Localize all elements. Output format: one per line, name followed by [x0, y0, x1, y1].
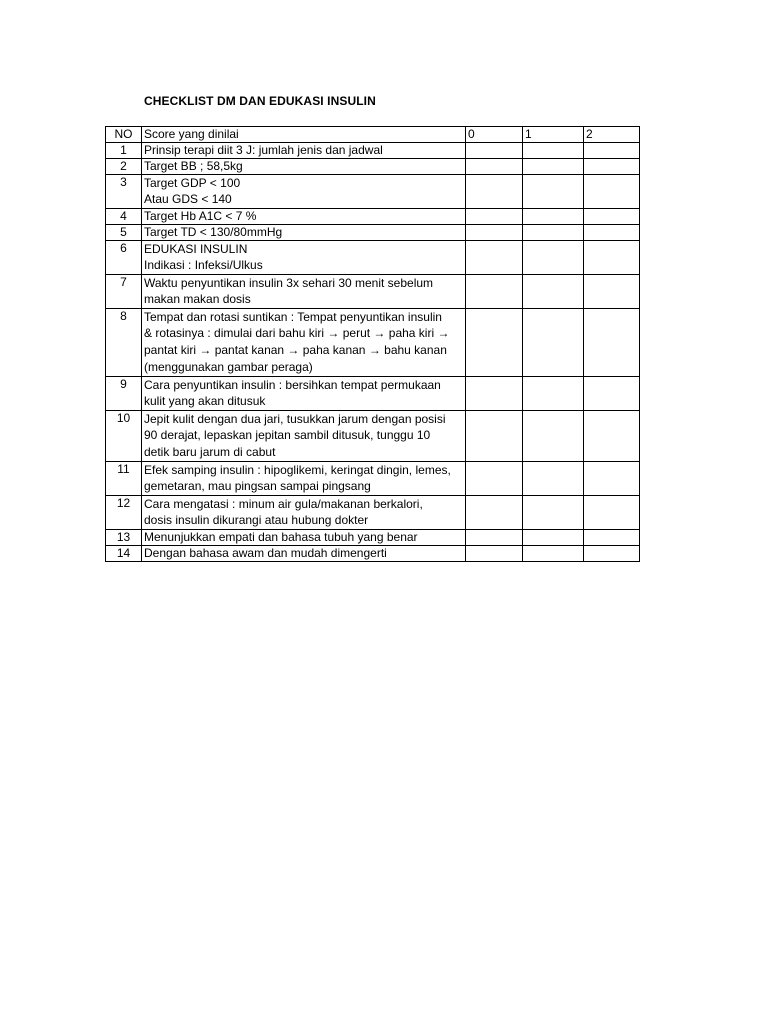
row-number: 1	[106, 143, 142, 159]
score-cell-2[interactable]	[584, 496, 640, 530]
row-item	[142, 241, 466, 275]
row-item	[142, 159, 466, 175]
row-number: 10	[106, 411, 142, 462]
score-cell-2[interactable]	[584, 530, 640, 546]
row-item-line: Cara mengatasi : minum air gula/makanan berkalori,	[144, 497, 423, 511]
header-score-0: 0	[466, 127, 523, 143]
row-number: 2	[106, 159, 142, 175]
score-cell-2[interactable]	[584, 546, 640, 562]
row-item	[142, 209, 466, 225]
row-item-line: dosis insulin dikurangi atau hubung dokter	[144, 513, 369, 527]
score-cell-2[interactable]	[584, 159, 640, 175]
score-cell-1[interactable]	[523, 225, 584, 241]
score-cell-1[interactable]	[523, 496, 584, 530]
row-item	[142, 377, 466, 411]
score-cell-2[interactable]	[584, 411, 640, 462]
score-cell-0[interactable]	[466, 530, 523, 546]
row-number: 9	[106, 377, 142, 411]
score-cell-1[interactable]	[523, 209, 584, 225]
table-row	[106, 143, 640, 159]
row-item-line: Target GDP < 100	[144, 176, 241, 190]
row-item	[142, 225, 466, 241]
score-cell-0[interactable]	[466, 225, 523, 241]
score-cell-2[interactable]	[584, 241, 640, 275]
table-row	[106, 496, 640, 530]
row-item-line: makan makan dosis	[144, 292, 251, 306]
score-cell-2[interactable]	[584, 225, 640, 241]
row-item-line: Dengan bahasa awam dan mudah dimengerti	[144, 546, 387, 560]
row-item-line: Target TD < 130/80mmHg	[144, 225, 283, 239]
score-cell-0[interactable]	[466, 462, 523, 496]
score-cell-0[interactable]	[466, 159, 523, 175]
header-no: NO	[106, 127, 142, 143]
score-cell-0[interactable]	[466, 209, 523, 225]
table-row	[106, 309, 640, 377]
header-row	[106, 127, 640, 143]
table-row	[106, 241, 640, 275]
score-cell-0[interactable]	[466, 309, 523, 377]
table-row	[106, 377, 640, 411]
score-cell-0[interactable]	[466, 377, 523, 411]
row-item-line: EDUKASI INSULIN	[144, 242, 248, 256]
row-item-line: Waktu penyuntikan insulin 3x sehari 30 menit sebelum	[144, 276, 434, 290]
row-number: 14	[106, 546, 142, 562]
row-item	[142, 411, 466, 462]
row-item-line: & rotasinya : dimulai dari bahu kiri → perut → paha kiri →	[144, 326, 450, 340]
row-number: 8	[106, 309, 142, 377]
row-number: 7	[106, 275, 142, 309]
row-item	[142, 496, 466, 530]
score-cell-1[interactable]	[523, 309, 584, 377]
row-item-line: gemetaran, mau pingsan sampai pingsang	[144, 479, 371, 493]
score-cell-1[interactable]	[523, 411, 584, 462]
row-item	[142, 462, 466, 496]
row-item-line: Prinsip terapi diit 3 J: jumlah jenis dan jadwal	[144, 143, 383, 157]
table-row	[106, 546, 640, 562]
score-cell-1[interactable]	[523, 546, 584, 562]
score-cell-2[interactable]	[584, 143, 640, 159]
checklist-table	[105, 126, 640, 562]
row-item-line: Efek samping insulin : hipoglikemi, keringat dingin, lemes,	[144, 463, 451, 477]
row-number: 12	[106, 496, 142, 530]
score-cell-0[interactable]	[466, 175, 523, 209]
score-cell-2[interactable]	[584, 462, 640, 496]
row-item	[142, 175, 466, 209]
table-row	[106, 209, 640, 225]
row-number: 6	[106, 241, 142, 275]
score-cell-0[interactable]	[466, 143, 523, 159]
table-row	[106, 225, 640, 241]
row-item	[142, 275, 466, 309]
row-item	[142, 546, 466, 562]
row-item-line: Target BB ; 58,5kg	[144, 159, 243, 173]
row-number: 13	[106, 530, 142, 546]
row-number: 5	[106, 225, 142, 241]
table-row	[106, 530, 640, 546]
row-number: 4	[106, 209, 142, 225]
score-cell-1[interactable]	[523, 143, 584, 159]
row-item-line: Atau GDS < 140	[144, 192, 232, 206]
table-row	[106, 175, 640, 209]
header-score-1: 1	[523, 127, 584, 143]
row-item-line: Cara penyuntikan insulin : bersihkan tempat permukaan	[144, 378, 441, 392]
score-cell-1[interactable]	[523, 377, 584, 411]
row-item-line: Tempat dan rotasi suntikan : Tempat penyuntikan insulin	[144, 310, 442, 324]
row-item-line: Indikasi : Infeksi/Ulkus	[144, 258, 263, 272]
row-item	[142, 309, 466, 377]
score-cell-0[interactable]	[466, 411, 523, 462]
score-cell-0[interactable]	[466, 546, 523, 562]
row-item-line: kulit yang akan ditusuk	[144, 394, 266, 408]
row-item-line: Target Hb A1C < 7 %	[144, 209, 257, 223]
row-item-line: detik baru jarum di cabut	[144, 445, 276, 459]
table-row	[106, 462, 640, 496]
table-row	[106, 275, 640, 309]
score-cell-0[interactable]	[466, 275, 523, 309]
score-cell-1[interactable]	[523, 462, 584, 496]
score-cell-2[interactable]	[584, 275, 640, 309]
row-item-line: 90 derajat, lepaskan jepitan sambil ditusuk, tunggu 10	[144, 428, 431, 442]
row-item-line: Menunjukkan empati dan bahasa tubuh yang benar	[144, 530, 418, 544]
score-cell-2[interactable]	[584, 309, 640, 377]
score-cell-1[interactable]	[523, 530, 584, 546]
document-title: CHECKLIST DM DAN EDUKASI INSULIN	[144, 94, 376, 108]
score-cell-2[interactable]	[584, 209, 640, 225]
row-item-line: Jepit kulit dengan dua jari, tusukkan jarum dengan posisi	[144, 412, 446, 426]
row-number: 11	[106, 462, 142, 496]
score-cell-1[interactable]	[523, 159, 584, 175]
score-cell-2[interactable]	[584, 175, 640, 209]
header-item: Score yang dinilai	[142, 127, 466, 143]
score-cell-0[interactable]	[466, 496, 523, 530]
score-cell-1[interactable]	[523, 175, 584, 209]
row-item	[142, 530, 466, 546]
score-cell-2[interactable]	[584, 377, 640, 411]
score-cell-0[interactable]	[466, 241, 523, 275]
table-row	[106, 159, 640, 175]
score-cell-1[interactable]	[523, 241, 584, 275]
score-cell-1[interactable]	[523, 275, 584, 309]
row-item-line: pantat kiri → pantat kanan → paha kanan → bahu kanan	[144, 343, 447, 357]
row-item-line: (menggunakan gambar peraga)	[144, 360, 313, 374]
row-item	[142, 143, 466, 159]
row-number: 3	[106, 175, 142, 209]
table-row	[106, 411, 640, 462]
header-score-2: 2	[584, 127, 640, 143]
